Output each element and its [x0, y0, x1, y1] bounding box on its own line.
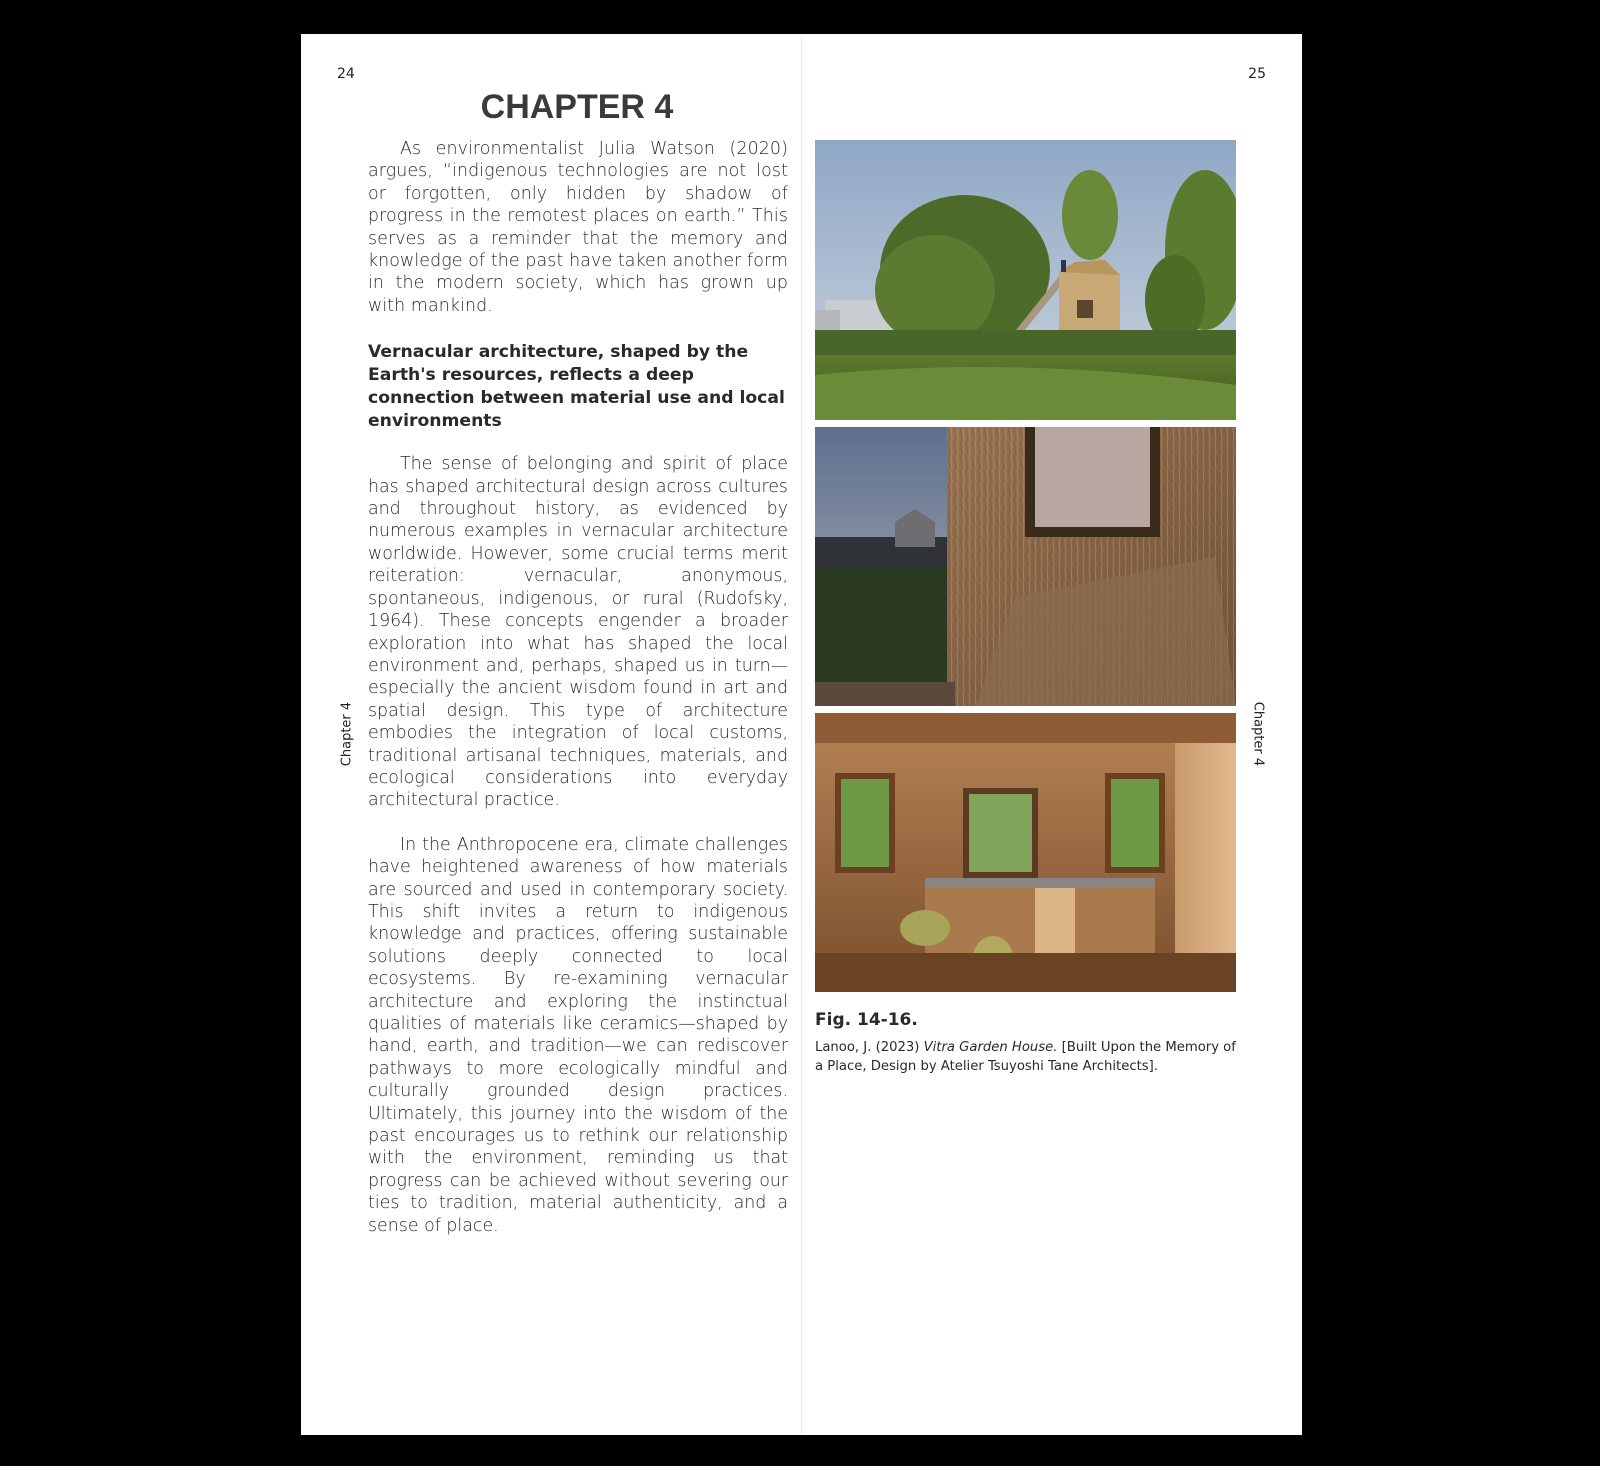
- right-side-chapter-label: Chapter 4: [1250, 701, 1266, 767]
- caption-prefix: Lanoo, J. (2023): [815, 1040, 924, 1055]
- paragraph-vernacular: The sense of belonging and spirit of place has shaped architectural design across cultures and throughout history, as evidenced by numerous examples in vernacular architecture worldwide. However, some crucial terms merit reiteration: vernacular, anonymous, spontaneous, indigenous, or rural (Rudofsky, 1964). These concepts engender a broader exploration into what has shaped the local environment and, perhaps, shaped us in turn—especially the ancient wisdom found in art and spatial design. This type of architecture embodies the integration of local customs, traditional artisanal techniques, materials, and ecological considerations into everyday architectural practice.: [368, 454, 788, 811]
- chapter-title: CHAPTER 4: [480, 88, 674, 126]
- paragraph-intro: As environmentalist Julia Watson (2020) argues, “indigenous technologies are not lost or forgotten, only hidden by shadow of progress in the remotest places on earth.” This serves as a reminder that the memory and knowledge of the past have taken another form in the modern society, which has grown up with mankind.: [368, 139, 788, 316]
- left-side-chapter-label: Chapter 4: [339, 701, 355, 767]
- right-page-number: 25: [1248, 66, 1266, 82]
- caption-suffix: [Built Upon the Memory of a Place, Design by Atelier Tsuyoshi Tane Architects].: [815, 1040, 1236, 1074]
- figure-caption: [815, 1038, 1245, 1076]
- thatched-house-exterior-photo: [815, 140, 1236, 420]
- left-page-number: 24: [337, 66, 355, 82]
- paragraph-anthropocene: In the Anthropocene era, climate challenges have heightened awareness of how materials are sourced and used in contemporary society. This shift invites a return to indigenous knowledge and practices, offering sustainable solutions deeply connected to local ecosystems. By re-examining vernacular architecture and exploring the instinctual qualities of materials like ceramics—shaped by hand, earth, and tradition—we can rediscover pathways to more ecologically mindful and culturally grounded design practices. Ultimately, this journey into the wisdom of the past encourages us to rethink our relationship with the environment, reminding us that progress can be achieved without severing our ties to tradition, material authenticity, and a sense of place.: [368, 834, 788, 1236]
- left-text-column: [368, 138, 788, 1237]
- book-spread: [301, 34, 1302, 1435]
- figure-label: Fig. 14-16.: [815, 1010, 918, 1030]
- wooden-kitchen-interior-photo: [815, 713, 1236, 992]
- section-subheading: Vernacular architecture, shaped by the Earth's resources, reflects a deep connection between material use and local environments: [368, 342, 785, 432]
- caption-title: Vitra Garden House.: [923, 1040, 1058, 1055]
- thatched-wall-window-photo: [815, 427, 1236, 706]
- page-spine: [801, 34, 802, 1435]
